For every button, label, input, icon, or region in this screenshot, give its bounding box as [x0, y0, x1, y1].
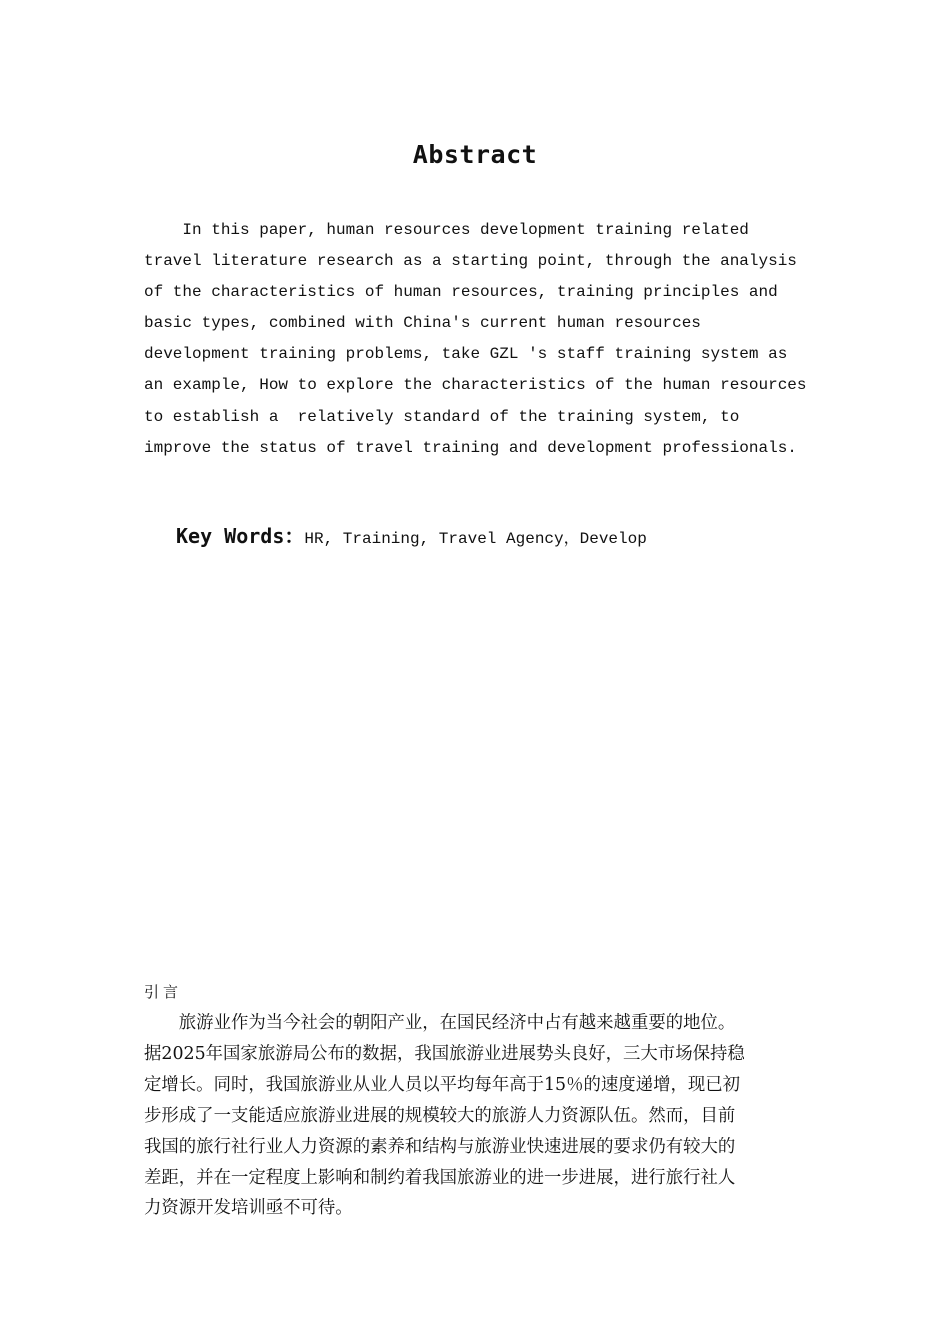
abstract-body — [144, 215, 810, 464]
abstract-line: basic types, combined with China's current human resources — [144, 314, 701, 333]
abstract-line: improve the status of travel training and development professionals. — [144, 438, 797, 457]
abstract-title: Abstract — [412, 140, 538, 169]
intro-line: 我国的旅行社行业人力资源的素养和结构与旅游业快速进展的要求仍有较大的 — [144, 1136, 736, 1157]
intro-line: 差距，并在一定程度上影响和制约着我国旅游业的进一步进展，进行旅行社人 — [144, 1167, 736, 1188]
intro-line: 定增长。同时，我国旅游业从业人员以平均每年高于15％的速度递增，现已初 — [144, 1074, 741, 1095]
abstract-line: of the characteristics of human resources, training principles and — [144, 283, 778, 302]
intro-line: 力资源开发培训亟不可待。 — [144, 1198, 353, 1219]
keywords-label: Key Words： — [176, 524, 305, 548]
intro-body — [144, 1008, 810, 1224]
abstract-line: to establish a relatively standard of the training system, to — [144, 407, 740, 426]
keywords-value: HR, Training, Travel Agency，Develop — [304, 530, 647, 548]
abstract-line: an example, How to explore the characteristics of the human resources — [144, 376, 807, 395]
intro-line: 据2025年国家旅游局公布的数据，我国旅游业进展势头良好，三大市场保持稳 — [144, 1043, 745, 1064]
intro-line: 旅游业作为当今社会的朝阳产业，在国民经济中占有越来越重要的地位。 — [144, 1013, 736, 1033]
abstract-line: In this paper, human resources development training related — [144, 221, 749, 239]
abstract-line: travel literature research as a starting point, through the analysis — [144, 252, 797, 271]
keywords — [176, 520, 647, 549]
intro-heading: 引言 — [144, 983, 183, 1001]
abstract-line: development training problems, take GZL 's staff training system as — [144, 345, 788, 364]
intro-line: 步形成了一支能适应旅游业进展的规模较大的旅游人力资源队伍。然而，目前 — [144, 1105, 736, 1126]
